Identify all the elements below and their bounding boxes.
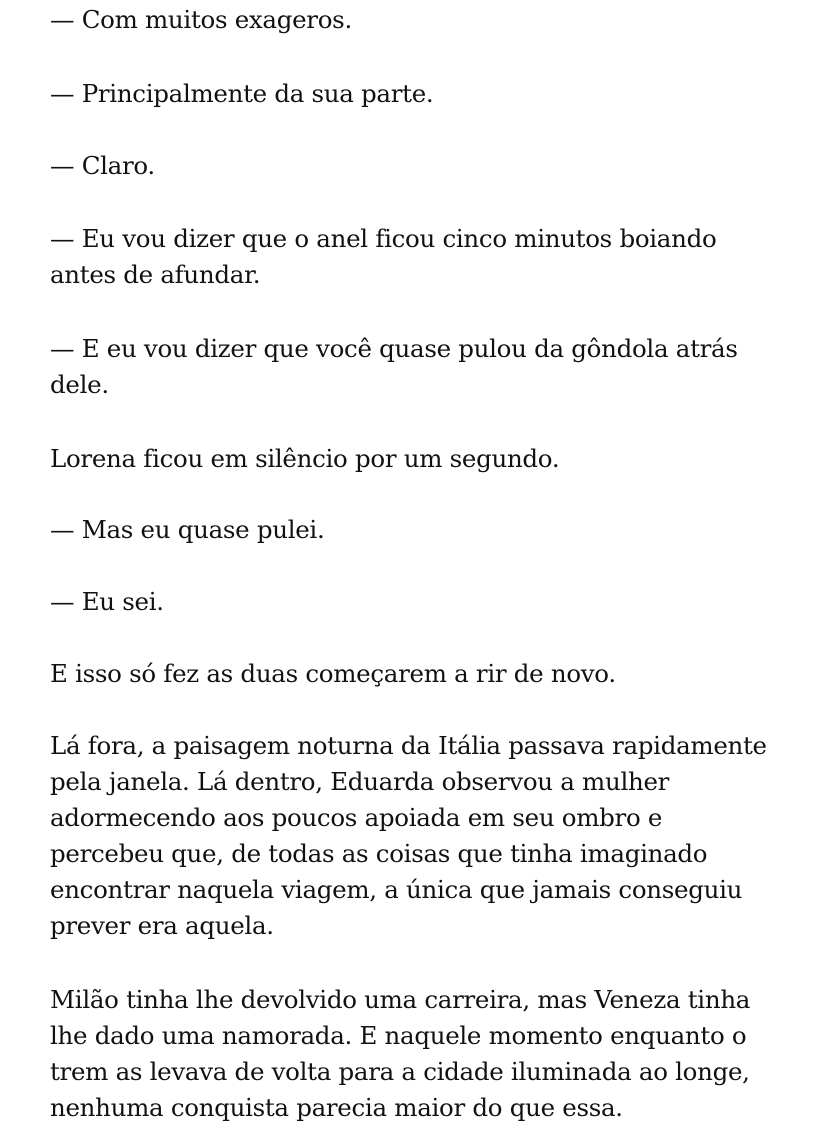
dialogue-paragraph: — Com muitos exageros. (50, 5, 352, 34)
dialogue-paragraph: — Principalmente da sua parte. (50, 79, 434, 108)
dialogue-paragraph: — E eu vou dizer que você quase pulou da gôndola atrás dele. (50, 334, 738, 399)
narrative-paragraph: E isso só fez as duas começarem a rir de novo. (50, 659, 616, 688)
dialogue-paragraph: — Mas eu quase pulei. (50, 515, 325, 544)
dialogue-paragraph: — Eu sei. (50, 587, 164, 616)
narrative-paragraph: Milão tinha lhe devolvido uma carreira, mas Veneza tinha lhe dado uma namorada. E naquele momento enquanto o trem as levava de volta para a cidade iluminada ao longe, nenhuma conquista parecia maior do que essa. (50, 985, 751, 1122)
dialogue-paragraph: — Eu vou dizer que o anel ficou cinco minutos boiando antes de afundar. (50, 224, 717, 289)
dialogue-paragraph: — Claro. (50, 151, 155, 180)
narrative-paragraph: Lorena ficou em silêncio por um segundo. (50, 444, 560, 473)
narrative-paragraph: Lá fora, a paisagem noturna da Itália passava rapidamente pela janela. Lá dentro, Eduarda observou a mulher adormecendo aos poucos apoiada em seu ombro e percebeu que, de todas as coisas que tinha imaginado encontrar naquela viagem, a única que jamais conseguiu prever era aquela. (50, 731, 767, 940)
